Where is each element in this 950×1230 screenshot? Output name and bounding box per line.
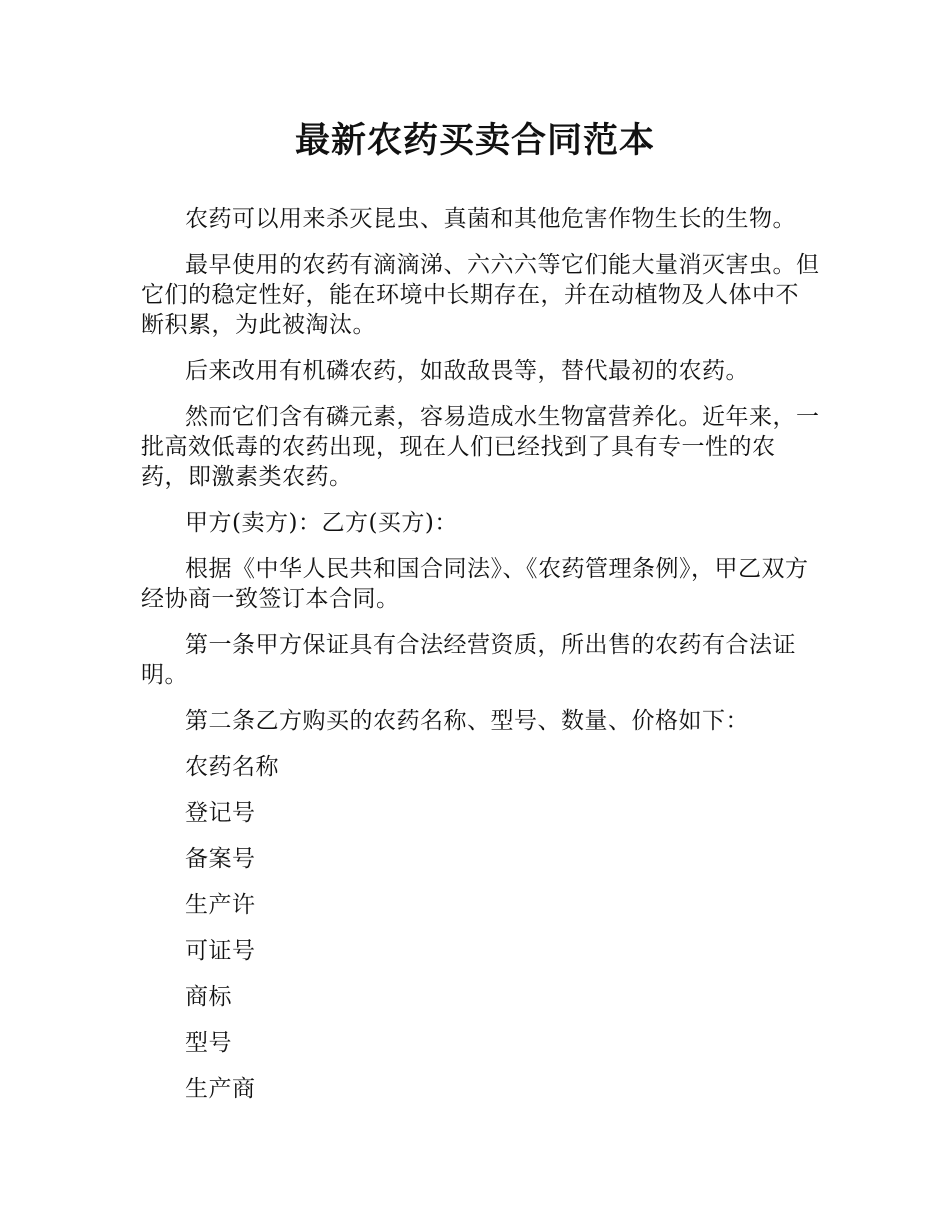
paragraph-legal-basis: 根据《中华人民共和国合同法》、《农药管理条例》，甲乙双方经协商一致签订本合同。 xyxy=(141,556,809,612)
list-item-registration-number: 登记号 xyxy=(185,800,256,826)
list-item-trademark: 商标 xyxy=(185,984,232,1010)
document-title: 最新农药买卖合同范本 xyxy=(294,121,655,161)
list-item-model: 型号 xyxy=(185,1030,232,1056)
paragraph-modern-pesticides: 然而它们含有磷元素，容易造成水生物富营养化。近年来，一批高效低毒的农药出现，现在人们已经找到了具有专一性的农药，即激素类农药。 xyxy=(141,404,820,490)
paragraph-pesticide-definition: 农药可以用来杀灭昆虫、真菌和其他危害作物生长的生物。 xyxy=(185,206,796,232)
list-item-manufacturer: 生产商 xyxy=(185,1076,256,1102)
list-item-license-number: 可证号 xyxy=(185,938,256,964)
list-item-pesticide-name: 农药名称 xyxy=(185,754,279,780)
paragraph-article-2: 第二条乙方购买的农药名称、型号、数量、价格如下： xyxy=(185,708,749,734)
paragraph-organophosphorus: 后来改用有机磷农药，如敌敌畏等，替代最初的农药。 xyxy=(185,358,749,384)
paragraph-article-1: 第一条甲方保证具有合法经营资质，所出售的农药有合法证明。 xyxy=(141,632,796,688)
paragraph-parties: 甲方(卖方)：乙方(买方)： xyxy=(185,510,458,536)
document-body xyxy=(141,204,821,1120)
paragraph-early-pesticides: 最早使用的农药有滴滴涕、六六六等它们能大量消灭害虫。但它们的稳定性好，能在环境中长期存在，并在动植物及人体中不断积累，为此被淘汰。 xyxy=(141,252,820,338)
list-item-filing-number: 备案号 xyxy=(185,846,256,872)
list-item-production-license: 生产许 xyxy=(185,892,256,918)
